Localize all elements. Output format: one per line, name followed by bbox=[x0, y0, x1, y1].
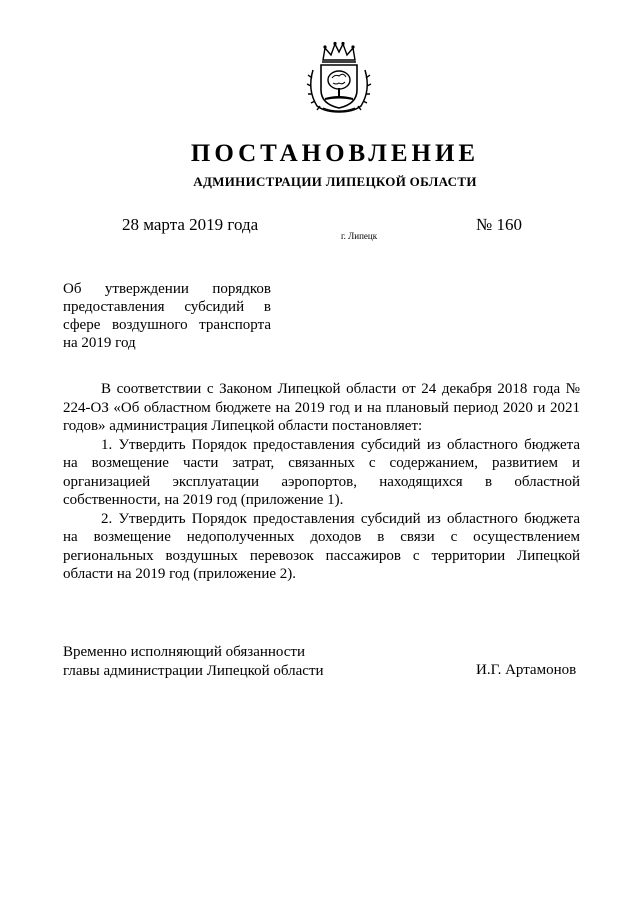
document-subject: Об утверждении порядков предоставления субсидий в сфере воздушного транспорта на 2019 год bbox=[63, 281, 271, 351]
document-number: № 160 bbox=[476, 215, 522, 234]
document-city: г. Липецк bbox=[341, 231, 378, 241]
document-title: ПОСТАНОВЛЕНИЕ bbox=[190, 140, 480, 167]
signatory-position-line-1: Временно исполняющий обязанности bbox=[63, 644, 306, 660]
signatory-position-line-2: главы администрации Липецкой области bbox=[63, 662, 324, 679]
signatory-name: И.Г. Артамонов bbox=[476, 662, 577, 678]
signatory-position bbox=[63, 643, 324, 680]
document-date: 28 марта 2019 года bbox=[122, 215, 259, 234]
issuing-authority: АДМИНИСТРАЦИИ ЛИПЕЦКОЙ ОБЛАСТИ bbox=[193, 174, 477, 189]
body-paragraph-preamble: В соответствии с Законом Липецкой области от 24 декабря 2018 года № 224-ОЗ «Об областном бюджете на 2019 год и на плановый период 2020 и 2021 годов» администрация Липецкой области постановляет: bbox=[63, 381, 580, 434]
document-body bbox=[63, 380, 580, 584]
body-paragraph-item-1: 1. Утвердить Порядок предоставления субсидий из областного бюджета на возмещение части затрат, связанных с содержанием, развитием и организацией эксплуатации аэропортов, находящихся в областной собственности, на 2019 год (приложение 1). bbox=[63, 436, 580, 508]
coat-of-arms-icon bbox=[303, 40, 375, 114]
body-paragraph-item-2: 2. Утвердить Порядок предоставления субсидий из областного бюджета на возмещение недополученных доходов в связи с осуществлением региональных воздушных перевозок пассажиров с территории Липецкой области на 2019 год (приложение 2). bbox=[63, 510, 580, 582]
